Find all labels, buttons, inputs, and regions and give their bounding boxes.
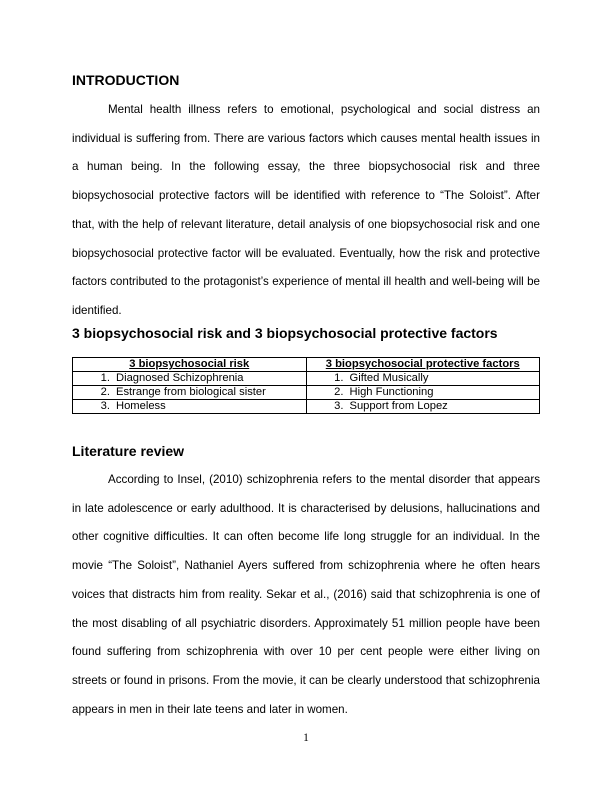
list-number: 2. [100,386,110,398]
protective-text: Support from Lopez [349,400,448,412]
table-row [73,400,540,414]
table-row [73,372,540,386]
protective-cell [306,400,540,414]
risk-text: Estrange from biological sister [116,386,266,398]
list-number: 3. [100,400,110,412]
risk-text: Homeless [116,400,166,412]
risk-column-header: 3 biopsychosocial risk [73,358,307,372]
table-row [73,386,540,400]
protective-column-header: 3 biopsychosocial protective factors [306,358,540,372]
protective-cell [306,386,540,400]
literature-review-heading: Literature review [72,443,185,459]
factors-table [72,357,540,414]
risk-cell [73,372,307,386]
factors-heading: 3 biopsychosocial risk and 3 biopsychosocial protective factors [72,325,498,341]
protective-text: High Functioning [349,386,434,398]
protective-cell [306,372,540,386]
list-number: 1. [334,372,344,384]
literature-review-paragraph [72,466,540,724]
literature-review-text: According to Insel, (2010) schizophrenia refers to the mental disorder that appears in late adolescence or early adulthood. It is characterised by delusions, hallucinations and other cognitive difficulties. It can often become life long struggle for an individual. In the movie “The Soloist”, Nathaniel Ayers suffered from schizophrenia where he often hears voices that distracts him from reality. Sekar et al., (2016) said that schizophrenia is one of the most disabling of all psychiatric disorders. Approximately 51 million people have been found suffering from schizophrenia with over 10 per cent people were either living on streets or found in prisons. From the movie, it can be clearly understood that schizophrenia appears in men in their late teens and later in women. [72,473,540,716]
risk-cell [73,400,307,414]
introduction-text: Mental health illness refers to emotional, psychological and social distress an individual is suffering from. There are various factors which causes mental health issues in a human being. In the following essay, the three biopsychosocial risk and three biopsychosocial protective factors will be identified with reference to “The Soloist”. After that, with the help of relevant literature, detail analysis of one biopsychosocial risk and one biopsychosocial protective factor will be evaluated. Eventually, how the risk and protective factors contributed to the protagonist’s experience of mental ill health and well-being will be identified. [72,103,540,317]
list-number: 2. [334,386,344,398]
protective-text: Gifted Musically [349,372,429,384]
introduction-paragraph [72,96,540,326]
risk-cell [73,386,307,400]
risk-text: Diagnosed Schizophrenia [116,372,244,384]
introduction-heading: INTRODUCTION [72,72,180,88]
table-header-row [73,358,540,372]
page-number: 1 [303,732,309,744]
list-number: 3. [334,400,344,412]
list-number: 1. [100,372,110,384]
